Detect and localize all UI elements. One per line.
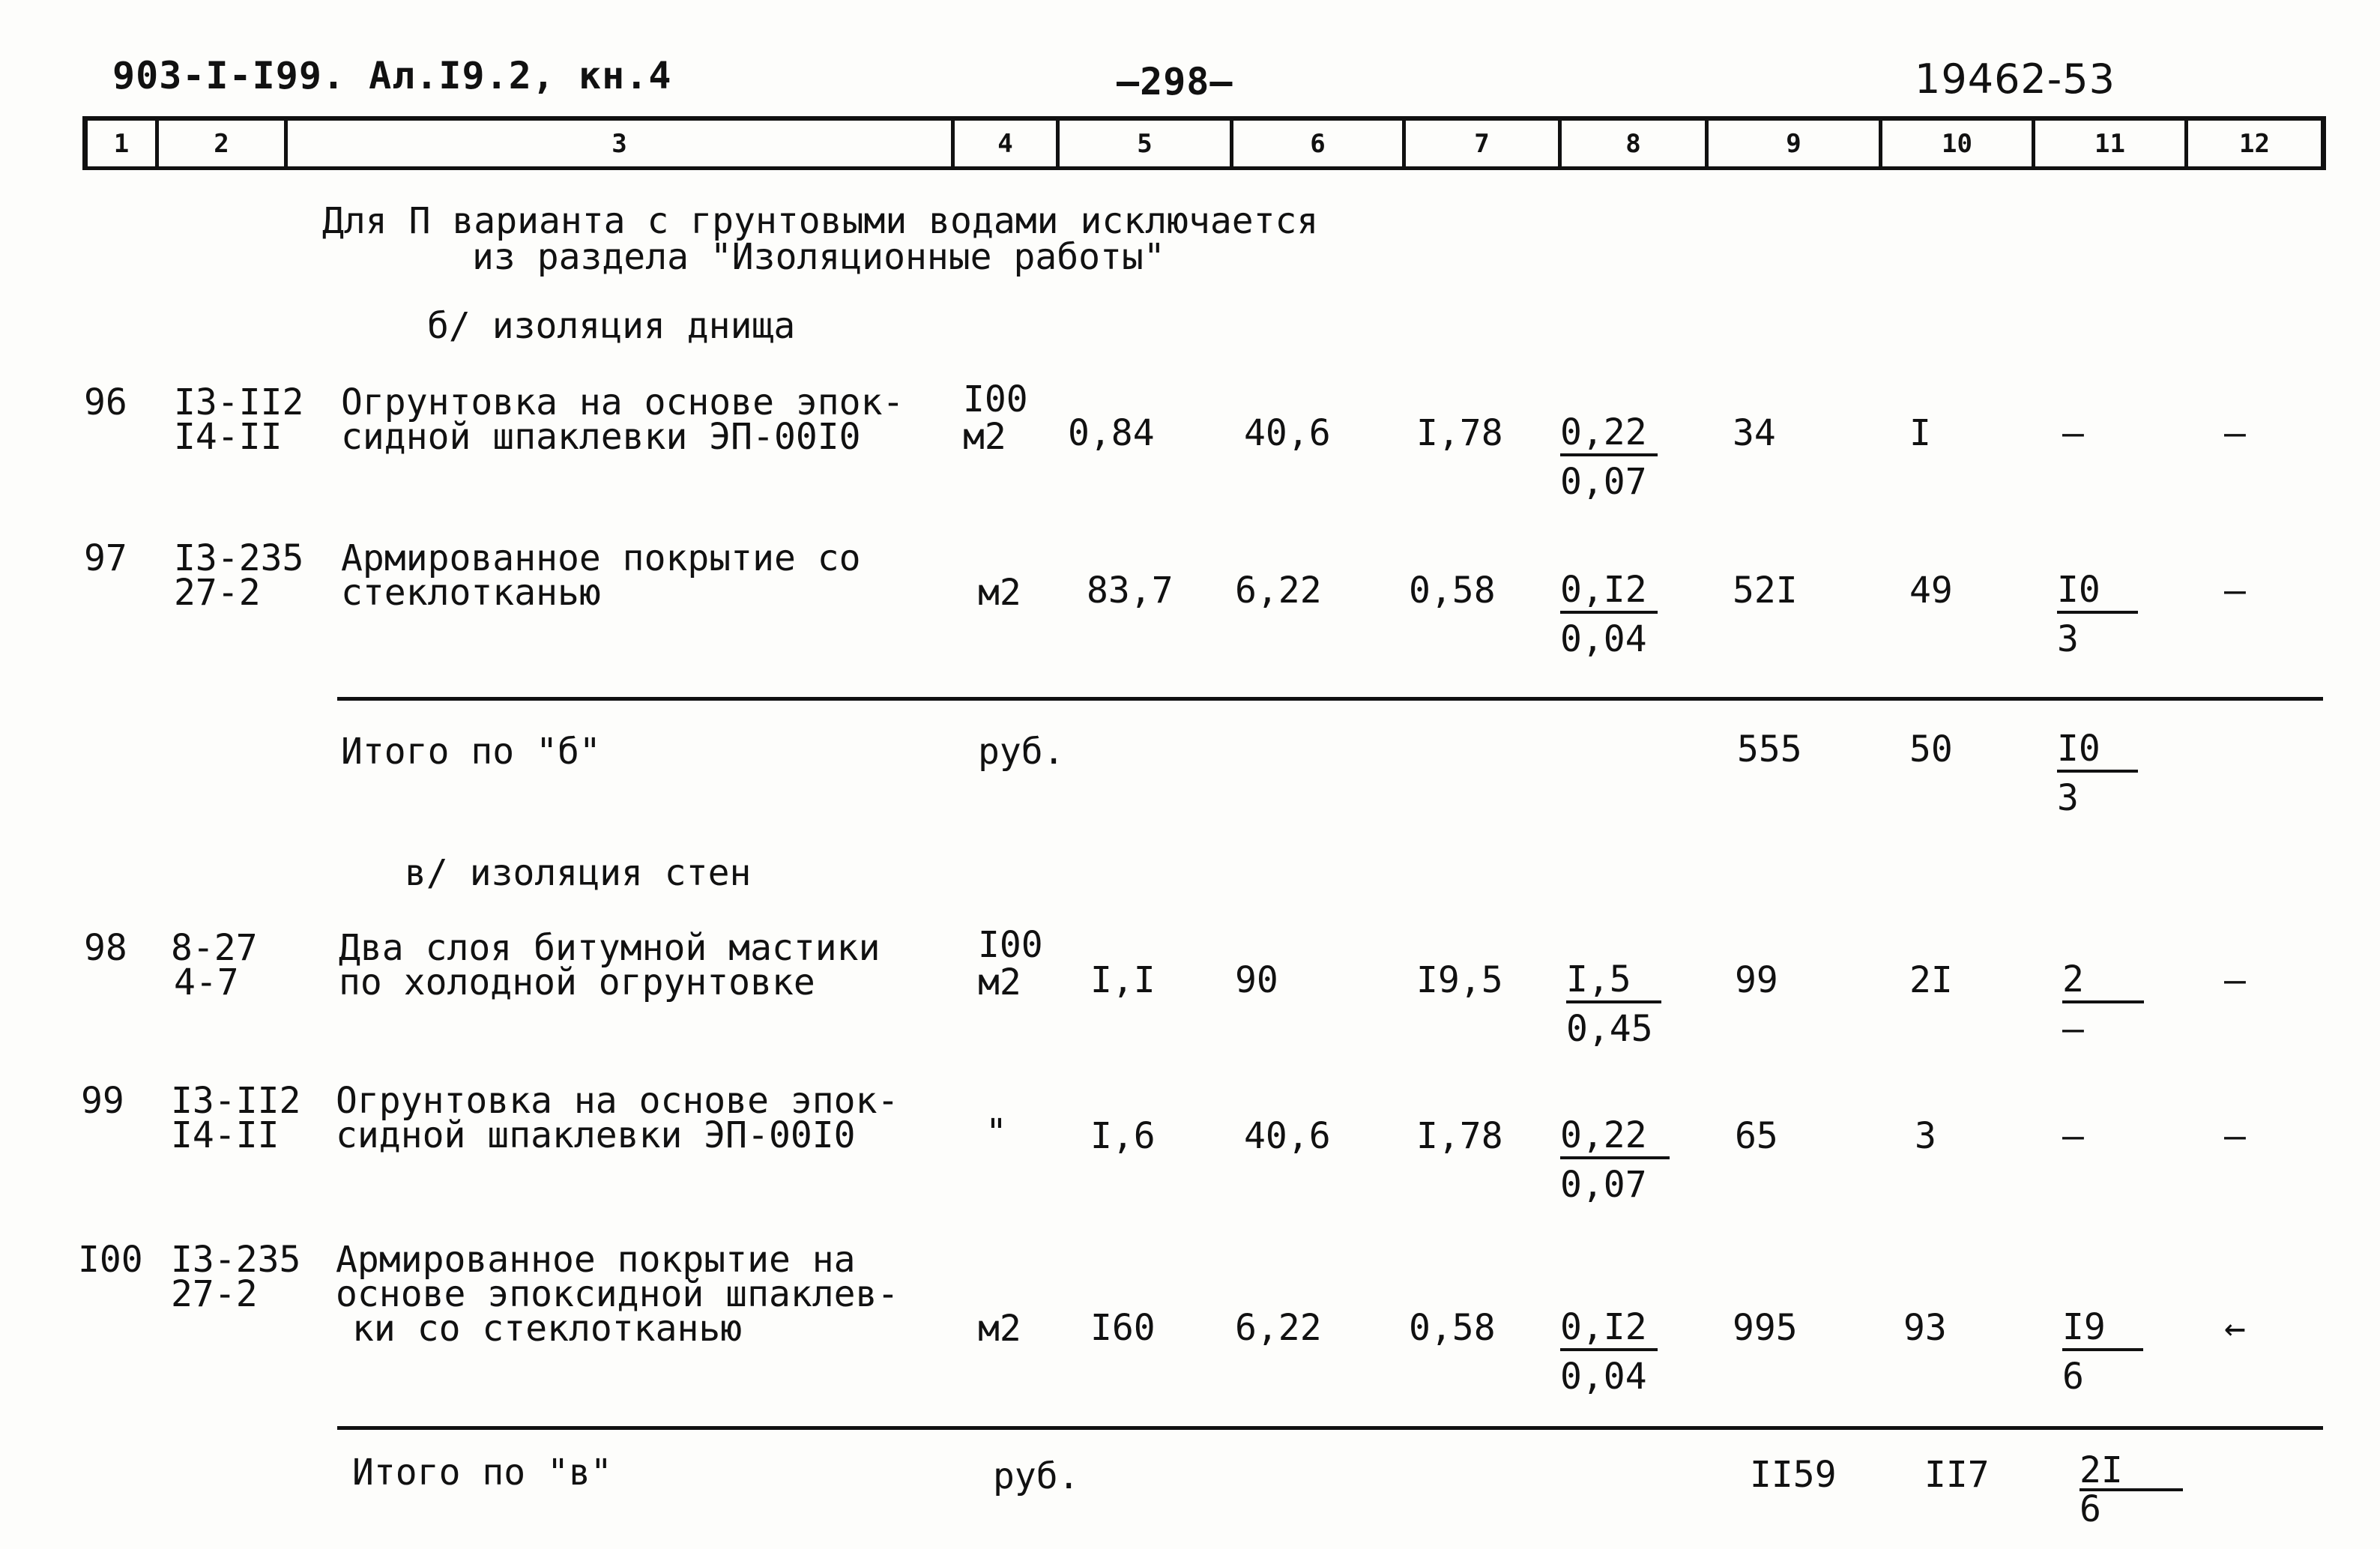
work-description: основе эпоксидной шпаклев- bbox=[336, 1273, 899, 1315]
column-12-value: ← bbox=[2224, 1307, 2246, 1349]
column-header: 11 bbox=[2032, 121, 2184, 166]
column-12-value: – bbox=[2224, 1115, 2246, 1157]
column-header: 2 bbox=[155, 121, 284, 166]
unit: м2 bbox=[978, 572, 1021, 614]
note-line: из раздела "Изоляционные работы" bbox=[472, 236, 1165, 278]
wage-cost: 0,58 bbox=[1409, 1307, 1496, 1349]
fraction-value bbox=[2062, 1302, 2143, 1401]
fraction-value bbox=[1560, 408, 1658, 507]
fraction-bottom: – bbox=[2062, 1008, 2084, 1050]
unit: I00 bbox=[978, 924, 1043, 966]
fraction-bottom: 3 bbox=[2057, 777, 2079, 819]
fraction-top: I0 bbox=[2057, 569, 2138, 614]
column-12-value: – bbox=[2224, 412, 2246, 454]
norm-code: I4-II bbox=[171, 1114, 280, 1156]
norm-code: 4-7 bbox=[174, 961, 239, 1003]
section-title-b: б/ изоляция днища bbox=[427, 305, 796, 347]
divider bbox=[337, 697, 2323, 701]
fraction-bottom: 0,07 bbox=[1560, 461, 1647, 503]
norm-code: I3-II2 bbox=[174, 381, 304, 423]
row-number: 97 bbox=[84, 537, 127, 579]
quantity: I60 bbox=[1090, 1307, 1156, 1349]
fraction-value bbox=[1566, 955, 1661, 1054]
fraction-top: I0 bbox=[2057, 728, 2138, 773]
work-description: Огрунтовка на основе эпок- bbox=[336, 1080, 899, 1122]
column-header: 5 bbox=[1056, 121, 1230, 166]
total-cost: 34 bbox=[1733, 412, 1776, 454]
total-label: Итого по "в" bbox=[352, 1452, 612, 1494]
fraction-value bbox=[2057, 565, 2138, 664]
fraction-top: 0,I2 bbox=[1560, 569, 1658, 614]
wage-cost: 0,58 bbox=[1409, 570, 1496, 612]
fraction-value bbox=[1560, 1302, 1658, 1401]
fraction-value bbox=[2057, 724, 2138, 823]
norm-code: 27-2 bbox=[174, 572, 261, 614]
column-11-value: – bbox=[2062, 412, 2084, 454]
unit: I00 bbox=[963, 378, 1028, 420]
total-wage: 3 bbox=[1915, 1115, 1936, 1157]
fraction-top: 0,I2 bbox=[1560, 1306, 1658, 1351]
fraction-bottom: 3 bbox=[2057, 618, 2079, 660]
row-number: 99 bbox=[81, 1080, 124, 1122]
column-12-value: – bbox=[2224, 570, 2246, 612]
column-header: 10 bbox=[1879, 121, 2032, 166]
fraction-value bbox=[1560, 565, 1658, 664]
norm-code: I4-II bbox=[174, 416, 283, 458]
total-unit: руб. bbox=[978, 731, 1065, 773]
fraction-value bbox=[2062, 955, 2144, 1054]
fraction-top: I9 bbox=[2062, 1306, 2143, 1351]
column-header: 3 bbox=[284, 121, 951, 166]
unit: " bbox=[985, 1111, 1007, 1153]
column-header: 6 bbox=[1230, 121, 1402, 166]
fraction-top: 2 bbox=[2062, 958, 2144, 1003]
total-unit: руб. bbox=[993, 1455, 1080, 1497]
total-wage: 2I bbox=[1909, 959, 1953, 1001]
work-description: Огрунтовка на основе эпок- bbox=[341, 381, 904, 423]
total-cost: II59 bbox=[1750, 1454, 1837, 1496]
fraction-bottom: 0,07 bbox=[1560, 1164, 1647, 1206]
total-wage: 50 bbox=[1909, 728, 1953, 770]
total-cost: 52I bbox=[1733, 570, 1798, 612]
divider bbox=[337, 1426, 2323, 1430]
total-label: Итого по "б" bbox=[341, 731, 601, 773]
fraction-bottom: 6 bbox=[2062, 1356, 2084, 1398]
norm-code: I3-II2 bbox=[171, 1080, 301, 1122]
work-description: сидной шпаклевки ЭП-00I0 bbox=[341, 416, 861, 458]
fraction-top: 2I bbox=[2080, 1452, 2183, 1491]
work-description: Два слоя битумной мастики bbox=[339, 927, 881, 969]
quantity: I,I bbox=[1090, 959, 1156, 1001]
row-number: 96 bbox=[84, 381, 127, 423]
fraction-bottom: 0,45 bbox=[1566, 1008, 1653, 1050]
unit-cost: 6,22 bbox=[1235, 570, 1322, 612]
column-header: 8 bbox=[1558, 121, 1705, 166]
row-number: I00 bbox=[78, 1239, 143, 1281]
column-header: 4 bbox=[951, 121, 1056, 166]
document-number: 19462-53 bbox=[1915, 55, 2115, 103]
fraction-bottom: 0,04 bbox=[1560, 618, 1647, 660]
fraction-bottom: 0,04 bbox=[1560, 1356, 1647, 1398]
total-wage: I bbox=[1909, 412, 1931, 454]
work-description: ки со стеклотканью bbox=[352, 1308, 743, 1350]
row-number: 98 bbox=[84, 927, 127, 969]
fraction-top: I,5 bbox=[1566, 958, 1661, 1003]
document-code: 903-I-I99. Ал.I9.2, кн.4 bbox=[112, 54, 672, 97]
note-line: Для П варианта с грунтовыми водами исключается bbox=[322, 200, 1319, 242]
column-header: 1 bbox=[113, 128, 130, 159]
fraction-bottom: 6 bbox=[2080, 1488, 2101, 1530]
fraction-top: 0,22 bbox=[1560, 411, 1658, 456]
wage-cost: I,78 bbox=[1416, 412, 1503, 454]
quantity: I,6 bbox=[1090, 1115, 1156, 1157]
norm-code: 8-27 bbox=[171, 927, 258, 969]
work-description: по холодной огрунтовке bbox=[339, 961, 815, 1003]
norm-code: 27-2 bbox=[171, 1273, 258, 1315]
column-header: 9 bbox=[1705, 121, 1879, 166]
norm-code: I3-235 bbox=[171, 1239, 301, 1281]
unit: м2 bbox=[963, 416, 1006, 458]
work-description: стеклотканью bbox=[341, 572, 601, 614]
column-12-value: – bbox=[2224, 959, 2246, 1001]
wage-cost: I,78 bbox=[1416, 1115, 1503, 1157]
unit-cost: 90 bbox=[1235, 959, 1278, 1001]
unit-cost: 6,22 bbox=[1235, 1307, 1322, 1349]
fraction-top: 0,22 bbox=[1560, 1114, 1670, 1159]
total-cost: 555 bbox=[1737, 728, 1802, 770]
quantity: 83,7 bbox=[1087, 570, 1174, 612]
unit-cost: 40,6 bbox=[1244, 412, 1331, 454]
total-cost: 995 bbox=[1733, 1307, 1798, 1349]
work-description: сидной шпаклевки ЭП-00I0 bbox=[336, 1114, 856, 1156]
total-cost: 99 bbox=[1735, 959, 1778, 1001]
total-cost: 65 bbox=[1735, 1115, 1778, 1157]
unit: м2 bbox=[978, 1308, 1021, 1350]
column-11-value: – bbox=[2062, 1115, 2084, 1157]
quantity: 0,84 bbox=[1068, 412, 1155, 454]
unit: м2 bbox=[978, 961, 1021, 1003]
work-description: Армированное покрытие со bbox=[341, 537, 861, 579]
column-header-row bbox=[82, 116, 2326, 170]
work-description: Армированное покрытие на bbox=[336, 1239, 856, 1281]
fraction-value bbox=[1560, 1111, 1670, 1210]
total-wage: II7 bbox=[1924, 1454, 1990, 1496]
norm-code: I3-235 bbox=[174, 537, 304, 579]
unit-cost: 40,6 bbox=[1244, 1115, 1331, 1157]
section-title-v: в/ изоляция стен bbox=[405, 852, 752, 894]
total-wage: 49 bbox=[1909, 570, 1953, 612]
total-wage: 93 bbox=[1903, 1307, 1947, 1349]
column-header: 12 bbox=[2184, 121, 2321, 166]
column-header: 7 bbox=[1402, 121, 1558, 166]
fraction-value bbox=[2080, 1449, 2183, 1530]
wage-cost: I9,5 bbox=[1416, 959, 1503, 1001]
page-number: —298— bbox=[1117, 60, 1233, 103]
